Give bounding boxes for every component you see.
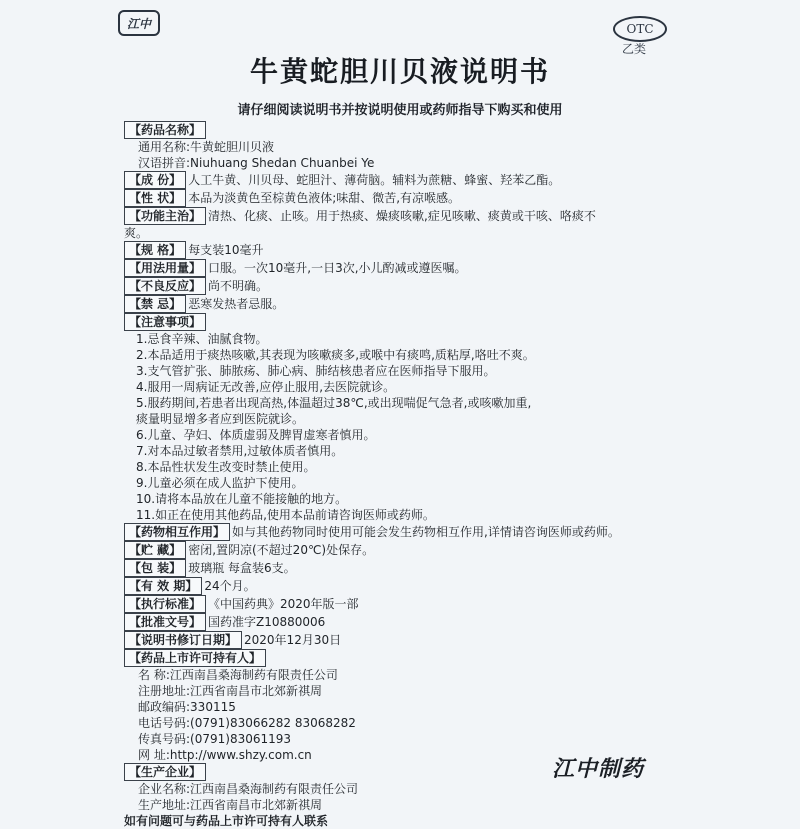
holder-fax-value: (0791)83061193 bbox=[190, 732, 292, 746]
holder-web-value: http://www.shzy.com.cn bbox=[169, 748, 312, 762]
holder-name-value: 江西南昌桑海制药有限责任公司 bbox=[169, 668, 338, 682]
precaution-item: 8.本品性状发生改变时禁止使用。 bbox=[136, 460, 316, 474]
precaution-item: 7.对本品过敏者禁用,过敏体质者慎用。 bbox=[136, 444, 344, 458]
revision-label: 【说明书修订日期】 bbox=[124, 631, 242, 649]
otc-class-label: 乙类 bbox=[622, 42, 647, 56]
precaution-item: 4.服用一周病证无改善,应停止服用,去医院就诊。 bbox=[136, 380, 396, 394]
holder-fax-label: 传真号码: bbox=[138, 732, 191, 746]
manufacturer-addr-value: 江西省南昌市北郊新祺周 bbox=[190, 798, 323, 812]
standard-label: 【执行标准】 bbox=[124, 595, 206, 613]
adverse-value: 尚不明确。 bbox=[208, 279, 269, 293]
holder-tel-value: (0791)83066282 83068282 bbox=[190, 716, 356, 730]
precautions-label: 【注意事项】 bbox=[124, 313, 206, 331]
precaution-item: 11.如正在使用其他药品,使用本品前请咨询医师或药师。 bbox=[136, 508, 435, 522]
precaution-item-cont: 痰量明显增多者应到医院就诊。 bbox=[136, 412, 305, 426]
holder-web-label: 网 址: bbox=[138, 748, 170, 762]
precaution-item: 10.请将本品放在儿童不能接触的地方。 bbox=[136, 492, 348, 506]
holder-tel-label: 电话号码: bbox=[138, 716, 191, 730]
storage-value: 密闭,置阴凉(不超过20℃)处保存。 bbox=[188, 543, 375, 557]
storage-label: 【贮 藏】 bbox=[124, 541, 186, 559]
indications-value: 清热、化痰、止咳。用于热痰、燥痰咳嗽,症见咳嗽、痰黄或干咳、咯痰不 bbox=[208, 209, 596, 223]
holder-addr-label: 注册地址: bbox=[138, 684, 191, 698]
brand-logo-icon: 江中 bbox=[118, 10, 160, 36]
validity-label: 【有 效 期】 bbox=[124, 577, 202, 595]
spec-label: 【规 格】 bbox=[124, 241, 186, 259]
page-title: 牛黄蛇胆川贝液说明书 bbox=[249, 55, 550, 88]
precaution-item: 5.服药期间,若患者出现高热,体温超过38℃,或出现喘促气急者,或咳嗽加重, bbox=[136, 396, 532, 410]
holder-label: 【药品上市许可持有人】 bbox=[124, 649, 266, 667]
pinyin-label: 汉语拼音: bbox=[138, 156, 191, 170]
spec-value: 每支装10毫升 bbox=[188, 243, 264, 257]
indications-value-cont: 爽。 bbox=[124, 226, 149, 240]
package-label: 【包 装】 bbox=[124, 559, 186, 577]
otc-badge: OTC bbox=[613, 16, 667, 42]
indications-label: 【功能主治】 bbox=[124, 207, 206, 225]
manufacturer-name-value: 江西南昌桑海制药有限责任公司 bbox=[190, 782, 359, 796]
revision-value: 2020年12月30日 bbox=[244, 633, 342, 647]
generic-name-value: 牛黄蛇胆川贝液 bbox=[190, 140, 275, 154]
interactions-value: 如与其他药物同时使用可能会发生药物相互作用,详情请咨询医师或药师。 bbox=[232, 525, 620, 539]
drug-name-label: 【药品名称】 bbox=[124, 121, 206, 139]
brand-wordmark: 江中制药 bbox=[552, 757, 645, 782]
precaution-item: 1.忌食辛辣、油腻食物。 bbox=[136, 332, 268, 346]
holder-zip-value: 330115 bbox=[190, 700, 236, 714]
holder-zip-label: 邮政编码: bbox=[138, 700, 191, 714]
interactions-label: 【药物相互作用】 bbox=[124, 523, 230, 541]
dosage-label: 【用法用量】 bbox=[124, 259, 206, 277]
composition-value: 人工牛黄、川贝母、蛇胆汁、薄荷脑。辅料为蔗糖、蜂蜜、羟苯乙酯。 bbox=[188, 173, 561, 187]
standard-value: 《中国药典》2020年版一部 bbox=[208, 597, 359, 611]
composition-label: 【成 份】 bbox=[124, 171, 186, 189]
pinyin-value: Niuhuang Shedan Chuanbei Ye bbox=[190, 156, 375, 170]
contraindications-label: 【禁 忌】 bbox=[124, 295, 186, 313]
contraindications-value: 恶寒发热者忌服。 bbox=[188, 297, 285, 311]
contact-note: 如有问题可与药品上市许可持有人联系 bbox=[124, 814, 329, 828]
precaution-item: 2.本品适用于痰热咳嗽,其表现为咳嗽痰多,或喉中有痰鸣,质粘厚,咯吐不爽。 bbox=[136, 348, 535, 362]
manufacturer-label: 【生产企业】 bbox=[124, 763, 206, 781]
generic-name-label: 通用名称: bbox=[138, 140, 191, 154]
adverse-label: 【不良反应】 bbox=[124, 277, 206, 295]
character-label: 【性 状】 bbox=[124, 189, 186, 207]
holder-addr-value: 江西省南昌市北郊新祺周 bbox=[190, 684, 323, 698]
manufacturer-name-label: 企业名称: bbox=[138, 782, 191, 796]
precaution-item: 3.支气管扩张、肺脓疡、肺心病、肺结核患者应在医师指导下服用。 bbox=[136, 364, 496, 378]
leaflet-body bbox=[124, 121, 684, 829]
holder-name-label: 名 称: bbox=[138, 668, 170, 682]
character-value: 本品为淡黄色至棕黄色液体;味甜、微苦,有凉喉感。 bbox=[188, 191, 461, 205]
manufacturer-addr-label: 生产地址: bbox=[138, 798, 191, 812]
dosage-value: 口服。一次10毫升,一日3次,小儿酌减或遵医嘱。 bbox=[208, 261, 467, 275]
package-value: 玻璃瓶 每盒装6支。 bbox=[188, 561, 296, 575]
page-subtitle: 请仔细阅读说明书并按说明使用或药师指导下购买和使用 bbox=[237, 103, 563, 118]
validity-value: 24个月。 bbox=[204, 579, 256, 593]
approval-value: 国药准字Z10880006 bbox=[208, 615, 326, 629]
precaution-item: 6.儿童、孕妇、体质虚弱及脾胃虚寒者慎用。 bbox=[136, 428, 376, 442]
approval-label: 【批准文号】 bbox=[124, 613, 206, 631]
precaution-item: 9.儿童必须在成人监护下使用。 bbox=[136, 476, 304, 490]
